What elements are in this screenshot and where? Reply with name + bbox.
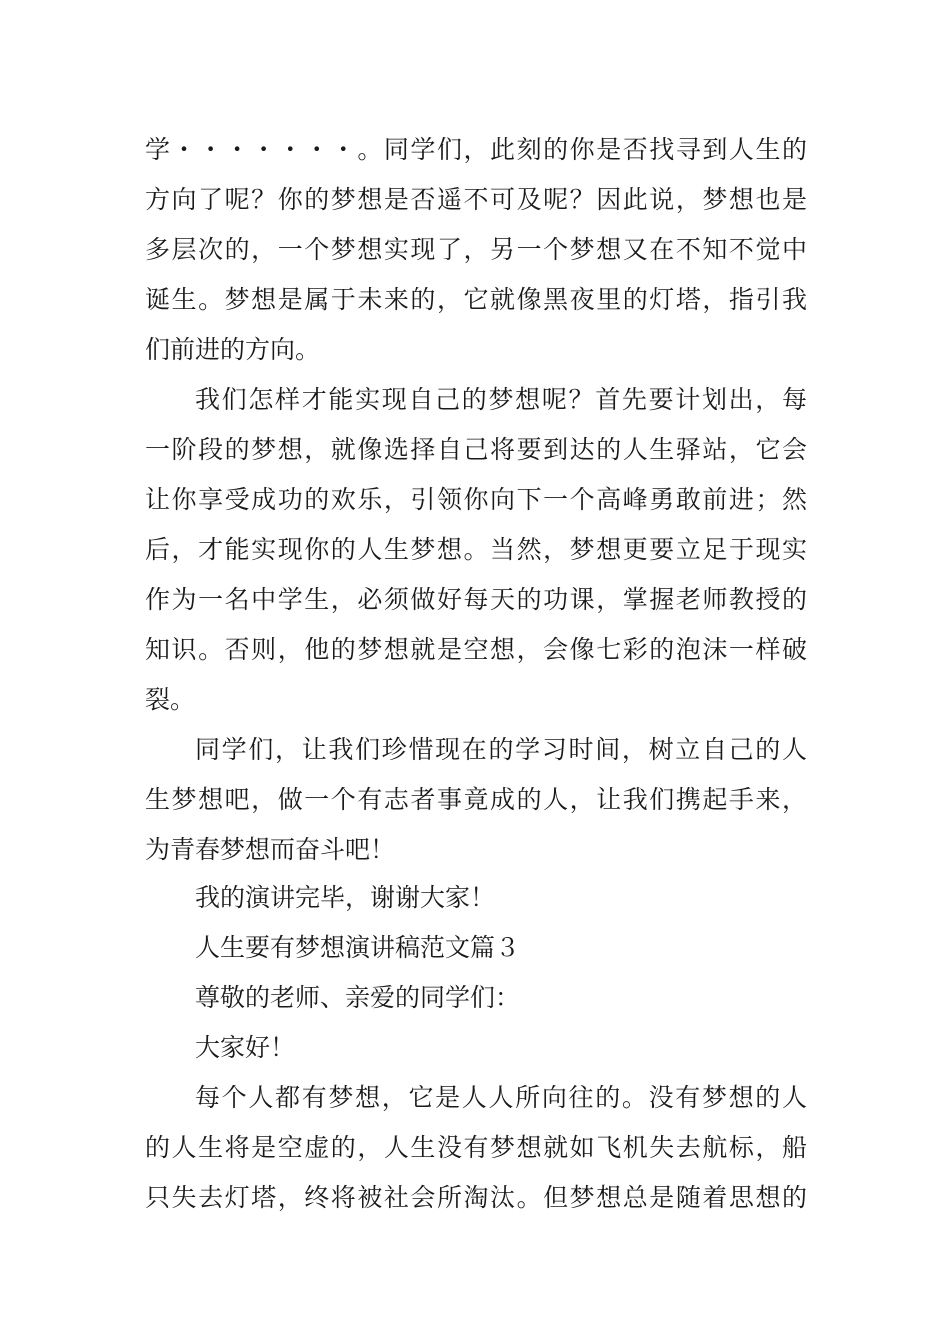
text-line: 让你享受成功的欢乐，引领你向下一个高峰勇敢前进；然 [145,485,807,514]
text-line: 同学们，让我们珍惜现在的学习时间，树立自己的人 [195,735,807,764]
text-line: 一阶段的梦想，就像选择自己将要到达的人生驿站，它会 [145,435,807,464]
text-line: 作为一名中学生，必须做好每天的功课，掌握老师教授的 [145,585,807,614]
greeting: 大家好！ [195,1033,296,1062]
section-heading: 人生要有梦想演讲稿范文篇３ [195,933,521,962]
text-line: 我的演讲完毕，谢谢大家！ [195,883,496,912]
text-line: 的人生将是空虚的，人生没有梦想就如飞机失去航标，船 [145,1133,807,1162]
text-line: 生梦想吧，做一个有志者事竟成的人，让我们携起手来， [145,785,807,814]
text-line: 学・・・・・・・。同学们，此刻的你是否找寻到人生的 [145,135,807,164]
text-line: 后，才能实现你的人生梦想。当然，梦想更要立足于现实 [145,535,807,564]
text-line: 知识。否则，他的梦想就是空想，会像七彩的泡沫一样破 [145,635,807,664]
text-line: 们前进的方向。 [145,335,321,364]
text-line: 我们怎样才能实现自己的梦想呢？首先要计划出，每 [195,385,807,414]
text-line: 每个人都有梦想，它是人人所向往的。没有梦想的人 [195,1083,807,1112]
text-line: 只失去灯塔，终将被社会所淘汰。但梦想总是随着思想的 [145,1183,807,1212]
text-line: 裂。 [145,685,196,714]
text-line: 诞生。梦想是属于未来的，它就像黑夜里的灯塔，指引我 [145,285,807,314]
text-line: 为青春梦想而奋斗吧！ [145,835,396,864]
text-line: 多层次的，一个梦想实现了，另一个梦想又在不知不觉中 [145,235,807,264]
salutation: 尊敬的老师、亲爱的同学们： [195,983,521,1012]
text-line: 方向了呢？你的梦想是否遥不可及呢？因此说，梦想也是 [145,185,807,214]
